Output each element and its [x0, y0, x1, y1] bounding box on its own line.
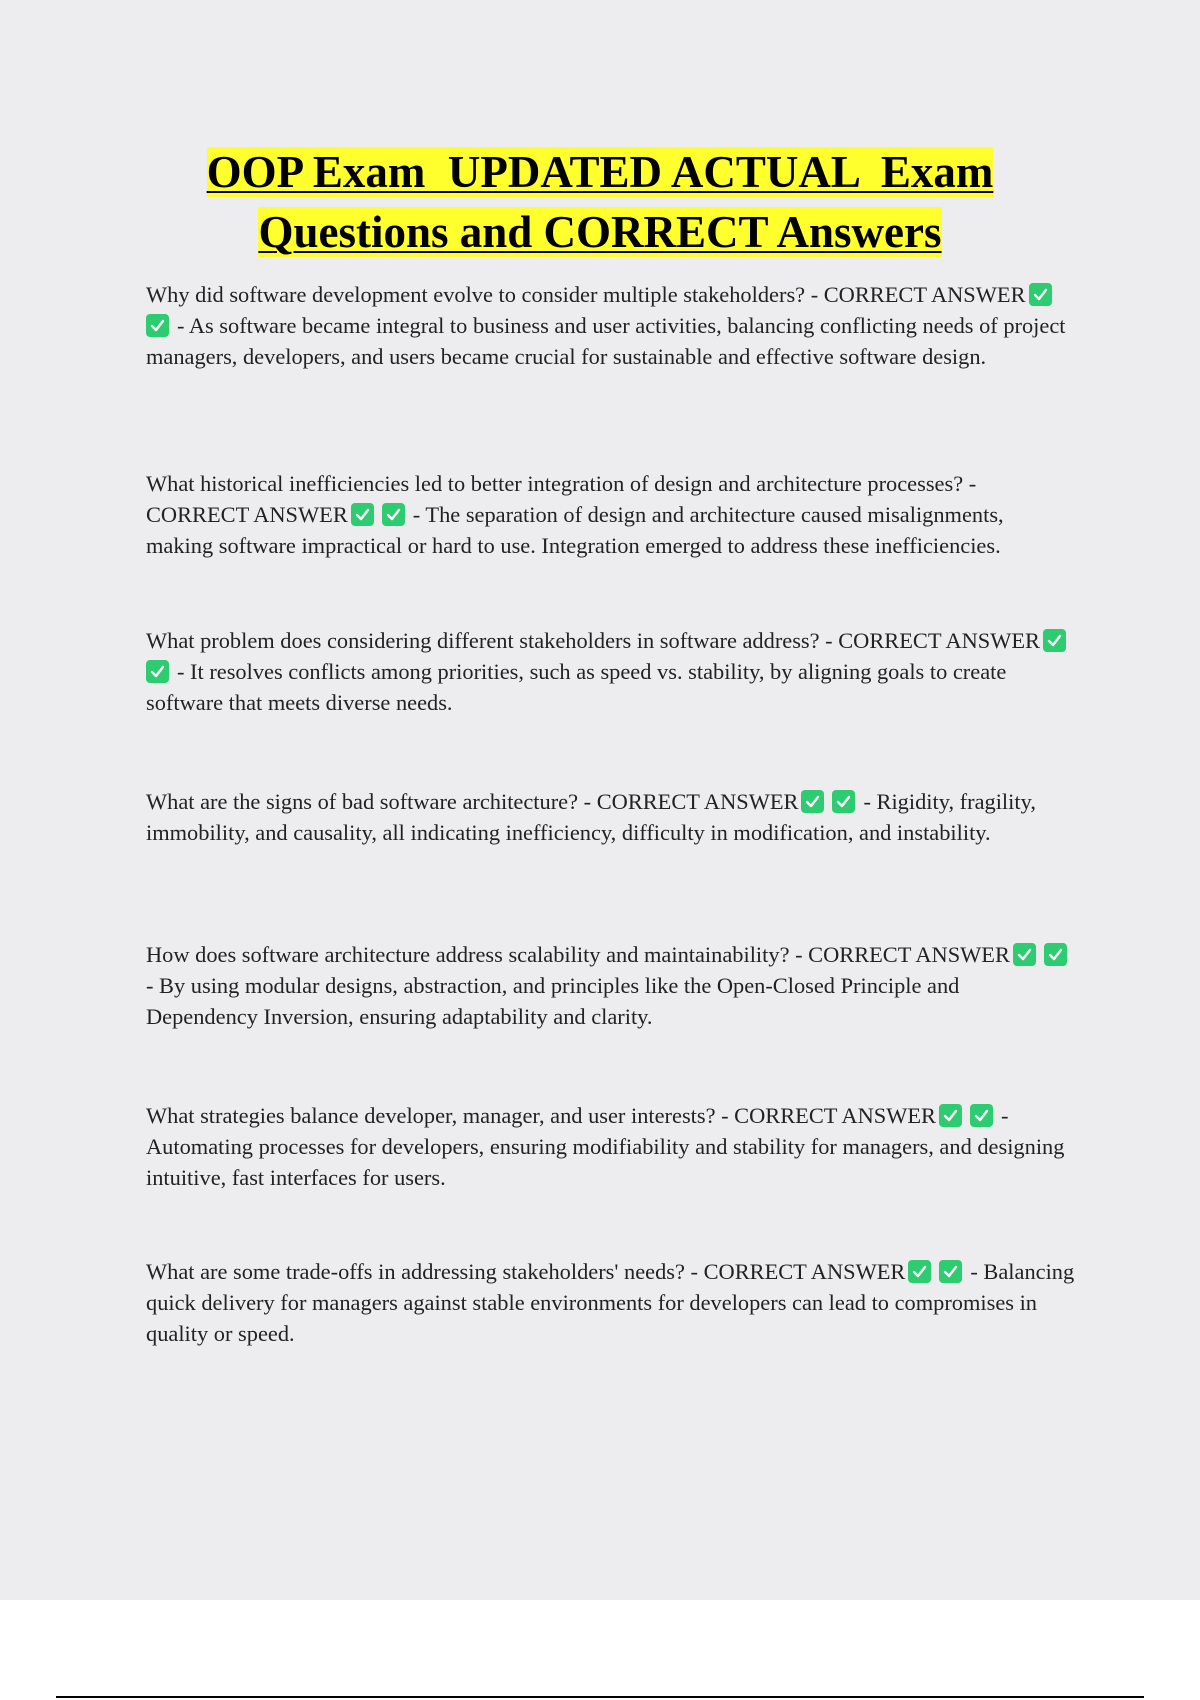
question-text: What are the signs of bad software architecture? - CORRECT ANSWER — [146, 789, 799, 814]
question-text: How does software architecture address scalability and maintainability? - CORRECT ANSWER — [146, 942, 1010, 967]
checkbox-check-icon — [1013, 943, 1036, 966]
checkbox-check-icon — [146, 314, 169, 337]
checkbox-check-icon — [351, 503, 374, 526]
qa-item — [146, 1256, 1076, 1349]
question-text: What historical inefficiencies led to better integration of design and architecture processes? - CORRECT ANSWER — [146, 471, 977, 527]
answer-text: - As software became integral to business and user activities, balancing conflicting needs of project managers, developers, and users became crucial for sustainable and effective software design. — [146, 313, 1066, 369]
footer-divider — [56, 1696, 1144, 1698]
qa-item — [146, 939, 1076, 1032]
answer-text: - The separation of design and architecture caused misalignments, making software impractical or hard to use. Integration emerged to address these inefficiencies. — [146, 502, 1004, 558]
checkbox-check-icon — [1044, 943, 1067, 966]
document-title — [0, 142, 1200, 262]
qa-item — [146, 279, 1076, 372]
question-text: What problem does considering different stakeholders in software address? - CORRECT ANSWER — [146, 628, 1040, 653]
checkbox-check-icon — [908, 1260, 931, 1283]
checkbox-check-icon — [1043, 629, 1066, 652]
qa-item — [146, 786, 1076, 848]
checkbox-check-icon — [832, 790, 855, 813]
answer-text: - Rigidity, fragility, immobility, and causality, all indicating inefficiency, difficulty in modification, and instability. — [146, 789, 1036, 845]
title-line-1: OOP Exam UPDATED ACTUAL Exam — [206, 147, 994, 197]
checkbox-check-icon — [939, 1104, 962, 1127]
checkbox-check-icon — [970, 1104, 993, 1127]
answer-text: - Automating processes for developers, ensuring modifiability and stability for managers, and designing intuitive, fast interfaces for users. — [146, 1103, 1065, 1190]
qa-item — [146, 1100, 1076, 1193]
qa-item — [146, 625, 1076, 718]
question-text: What strategies balance developer, manager, and user interests? - CORRECT ANSWER — [146, 1103, 936, 1128]
checkbox-check-icon — [382, 503, 405, 526]
checkbox-check-icon — [146, 660, 169, 683]
answer-text: - It resolves conflicts among priorities, such as speed vs. stability, by aligning goals to create software that meets diverse needs. — [146, 659, 1007, 715]
answer-text: - By using modular designs, abstraction, and principles like the Open-Closed Principle and Dependency Inversion, ensuring adaptability and clarity. — [146, 973, 960, 1029]
question-text: What are some trade-offs in addressing stakeholders' needs? - CORRECT ANSWER — [146, 1259, 906, 1284]
qa-item — [146, 468, 1076, 561]
question-text: Why did software development evolve to consider multiple stakeholders? - CORRECT ANSWER — [146, 282, 1026, 307]
title-line-2: Questions and CORRECT Answers — [258, 207, 942, 257]
checkbox-check-icon — [1029, 283, 1052, 306]
answer-text: - Balancing quick delivery for managers against stable environments for developers can lead to compromises in quality or speed. — [146, 1259, 1075, 1346]
checkbox-check-icon — [801, 790, 824, 813]
checkbox-check-icon — [939, 1260, 962, 1283]
